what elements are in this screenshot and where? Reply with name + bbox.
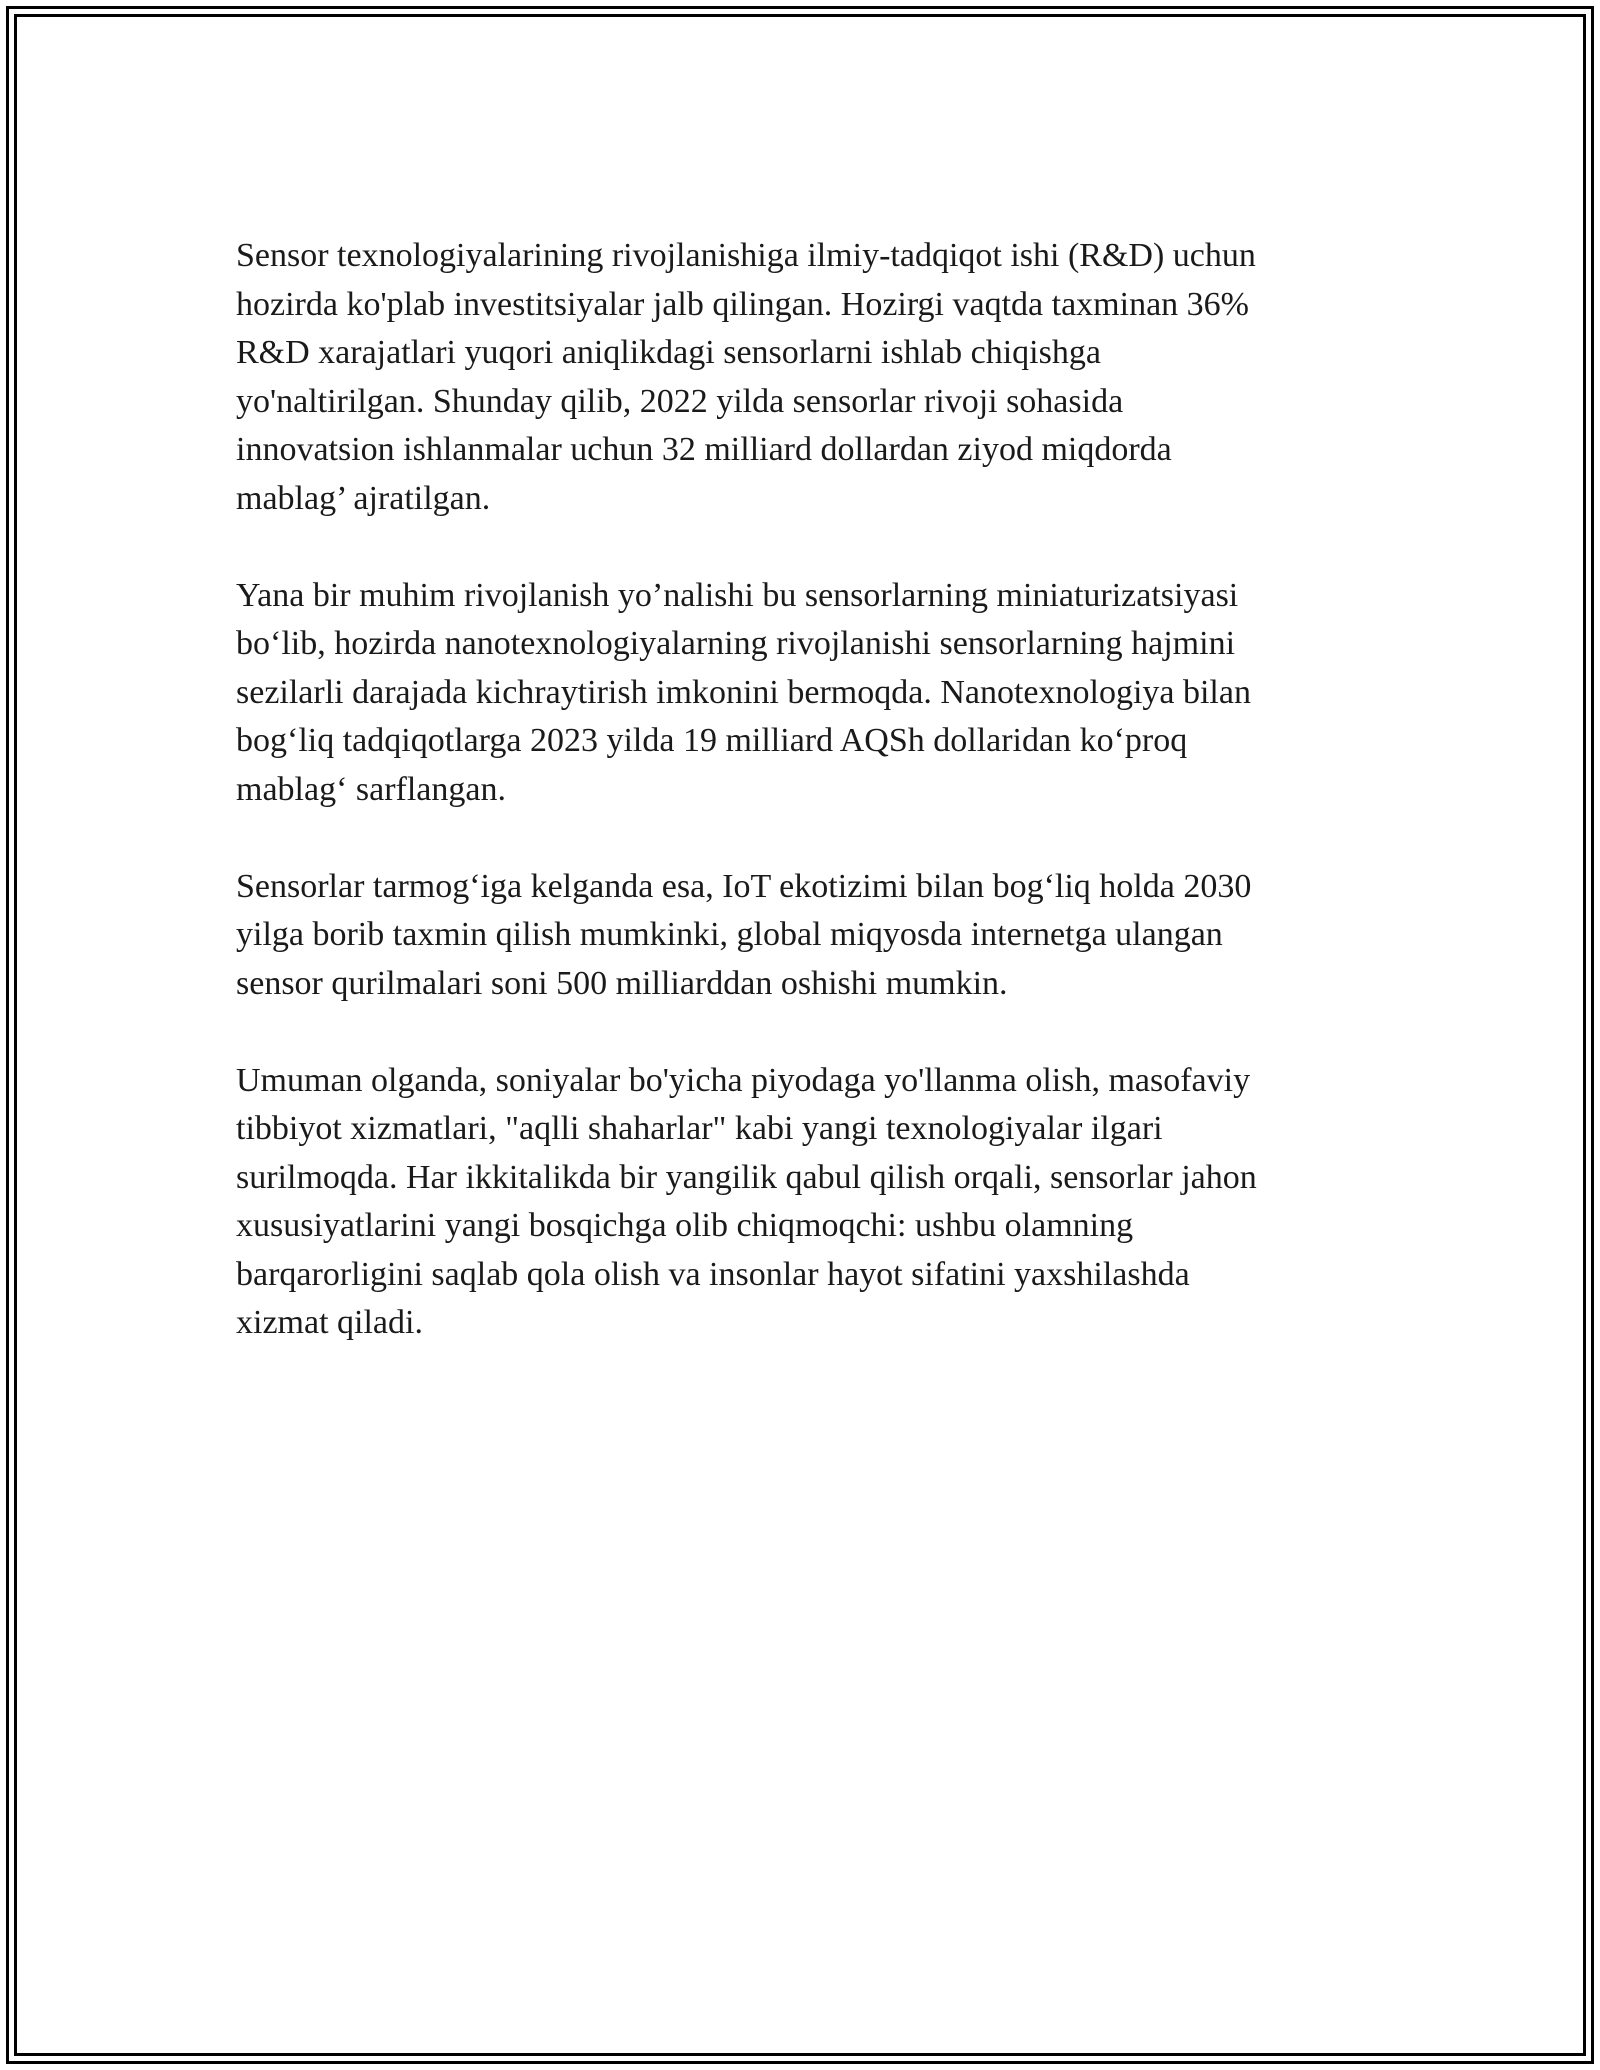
paragraph-miniaturization: Yana bir muhim rivojlanish yo’nalishi bu sensorlarning miniaturizatsiyasi bo‘lib, hozirda nanotexnologiyalarning rivojlanishi sensorlarning hajmini sezilarli darajada kichraytirish imkonini bermoqda. Nanotexnologiya bilan bog‘liq tadqiqotlarga 2023 yilda 19 milliard AQSh dollaridan ko‘proq mablag‘ sarflangan. [236, 576, 1251, 808]
paragraph-sensor-networks: Sensorlar tarmog‘iga kelganda esa, IoT ekotizimi bilan bog‘liq holda 2030 yilga borib taxmin qilish mumkinki, global miqyosda internetga ulangan sensor qurilmalari soni 500 milliarddan oshishi mumkin. [236, 867, 1252, 1002]
document-body [236, 232, 1366, 1396]
paragraph-rd-investment: Sensor texnologiyalarining rivojlanishiga ilmiy-tadqiqot ishi (R&D) uchun hozirda ko'plab investitsiyalar jalb qilingan. Hozirgi vaqtda taxminan 36% R&D xarajatlari yuqori aniqlikdagi sensorlarni ishlab chiqishga yo'naltirilgan. Shunday qilib, 2022 yilda sensorlar rivoji sohasida innovatsion ishlanmalar uchun 32 milliard dollardan ziyod miqdorda mablag’ ajratilgan. [236, 237, 1256, 517]
paragraph-conclusion: Umuman olganda, soniyalar bo'yicha piyodaga yo'llanma olish, masofaviy tibbiyot xizmatlari, "aqlli shaharlar" kabi yangi texnologiyalar ilgari surilmoqda. Har ikkitalikda bir yangilik qabul qilish orqali, sensorlar jahon xususiyatlarini yangi bosqichga olib chiqmoqchi: ushbu olamning barqarorligini saqlab qola olish va insonlar hayot sifatini yaxshilashda xizmat qiladi. [236, 1061, 1257, 1341]
